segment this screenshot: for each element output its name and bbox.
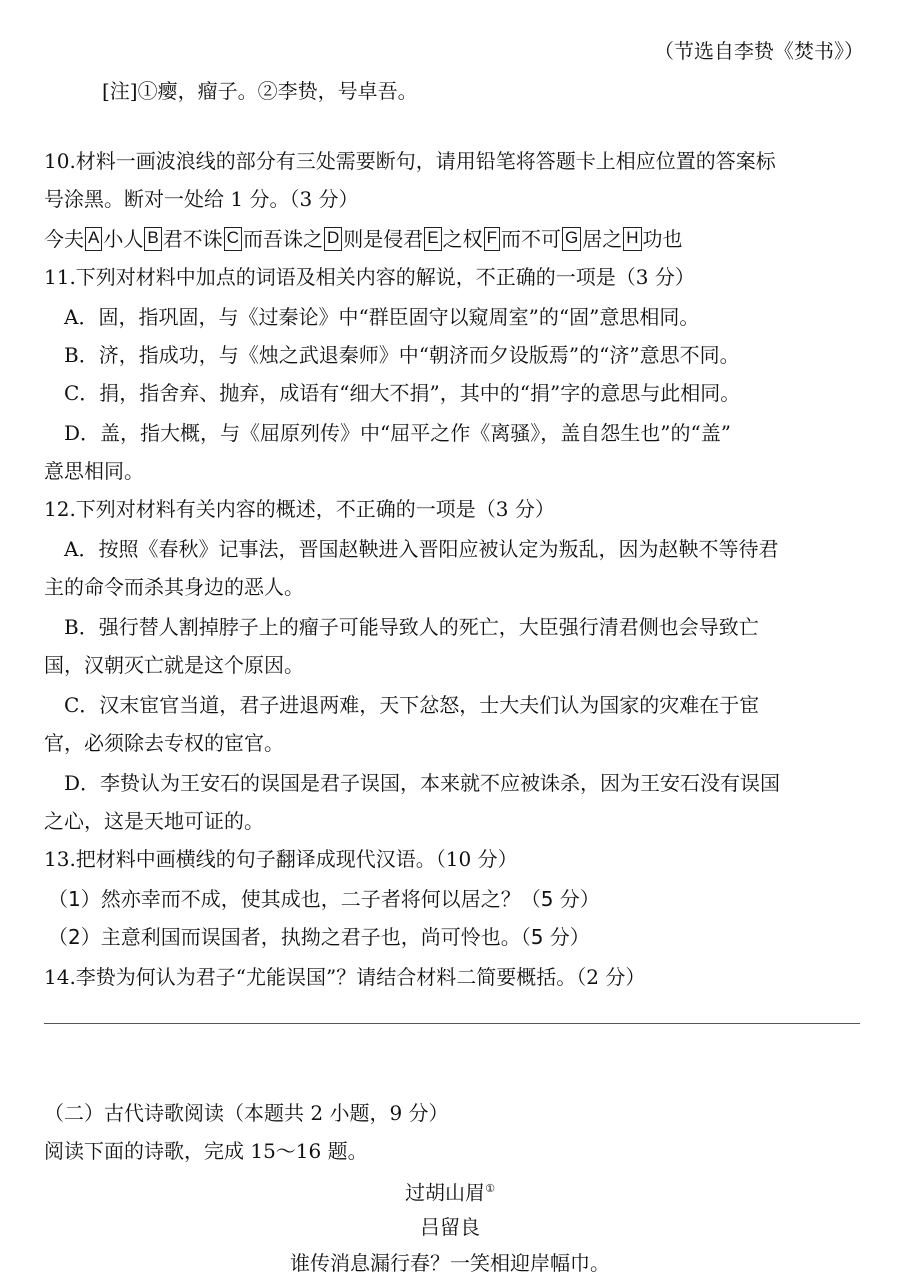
sentence-segment: 而吾诛之 (242, 227, 323, 251)
question-12-option-a: A．按照《春秋》记事法，晋国赵鞅进入晋阳应被认定为叛乱，因为赵鞅不等待君 (64, 537, 779, 561)
question-11-option-b: B．济，指成功，与《烛之武退秦师》中“朝济而夕设版焉”的“济”意思不同。 (64, 343, 740, 367)
poem-title-footnote-mark: ① (485, 1182, 495, 1195)
poem-title-text: 过胡山眉 (405, 1180, 486, 1205)
answer-box-a[interactable]: A (85, 227, 102, 251)
question-12-option-c: C．汉末宦官当道，君子进退两难，天下忿怒，士大夫们认为国家的灾难在于宦 (64, 693, 760, 717)
question-11-option-d-cont: 意思相同。 (44, 459, 144, 483)
sentence-segment: 今夫 (44, 227, 84, 251)
answer-box-g[interactable]: G (562, 227, 581, 251)
source-citation: （节选自李贽《焚书》） (654, 39, 864, 63)
question-12-option-b-cont: 国，汉朝灭亡就是这个原因。 (44, 653, 304, 677)
question-11-stem: 11.下列对材料中加点的词语及相关内容的解说，不正确的一项是（3 分） (44, 265, 695, 289)
question-11-option-c: C．捐，指舍弃、抛弃，成语有“细大不捐”，其中的“捐”字的意思与此相同。 (64, 381, 741, 405)
poem-author: 吕留良 (420, 1215, 480, 1239)
question-13-sentence-2: （2）主意利国而误国者，执拗之君子也，尚可怜也。（5 分） (48, 925, 590, 949)
question-12-option-b: B．强行替人割掉脖子上的瘤子可能导致人的死亡，大臣强行清君侧也会导致亡 (64, 615, 759, 639)
question-12-option-d: D．李贽认为王安石的误国是君子误国，本来就不应被诛杀，因为王安石没有误国 (64, 771, 781, 795)
section-divider (44, 1023, 860, 1024)
answer-box-d[interactable]: D (324, 227, 342, 251)
answer-box-c[interactable]: C (224, 227, 242, 251)
answer-box-b[interactable]: B (144, 227, 161, 251)
answer-box-e[interactable]: E (424, 227, 441, 251)
question-13-stem: 13.把材料中画横线的句子翻译成现代汉语。（10 分） (44, 847, 518, 871)
sentence-segment: 之权 (442, 227, 483, 251)
question-10-line-2: 号涂黑。断对一处给 1 分。（3 分） (44, 187, 359, 211)
question-10-line-1: 10.材料一画波浪线的部分有三处需要断句，请用铅笔将答题卡上相应位置的答案标 (44, 149, 776, 173)
question-11-option-a: A．固，指巩固，与《过秦论》中“群臣固守以窥周室”的“固”意思相同。 (64, 305, 700, 329)
question-12-option-a-cont: 主的命令而杀其身边的恶人。 (44, 575, 304, 599)
answer-box-h[interactable]: H (623, 227, 641, 251)
annotation-note: [注]①瘿，瘤子。②李贽，号卓吾。 (102, 79, 418, 103)
segmentation-sentence (44, 224, 683, 254)
section-2-instruction: 阅读下面的诗歌，完成 15～16 题。 (44, 1139, 368, 1163)
sentence-segment: 君不诛 (162, 227, 223, 251)
question-13-sentence-1: （1）然亦幸而不成，使其成也，二子者将何以居之？（5 分） (48, 887, 600, 911)
sentence-segment: 小人 (103, 227, 144, 251)
answer-box-f[interactable]: F (484, 227, 500, 251)
question-12-stem: 12.下列对材料有关内容的概述，不正确的一项是（3 分） (44, 497, 555, 521)
sentence-segment: 居之 (582, 227, 623, 251)
question-11-option-d: D．盖，指大概，与《屈原列传》中“屈平之作《离骚》，盖自怨生也”的“盖” (64, 421, 731, 445)
poem-line-1: 谁传消息漏行春？一笑相迎岸幅巾。 (290, 1251, 610, 1275)
poem-title (0, 1174, 900, 1208)
sentence-segment: 则是侵君 (343, 227, 424, 251)
sentence-segment: 功也 (642, 227, 683, 251)
section-2-heading: （二）古代诗歌阅读（本题共 2 小题，9 分） (44, 1101, 449, 1125)
question-12-option-d-cont: 之心，这是天地可证的。 (44, 809, 264, 833)
question-14-stem: 14.李贽为何认为君子“尤能误国”？请结合材料二简要概括。（2 分） (44, 965, 646, 989)
question-12-option-c-cont: 官，必须除去专权的宦官。 (44, 731, 284, 755)
sentence-segment: 而不可 (500, 227, 561, 251)
